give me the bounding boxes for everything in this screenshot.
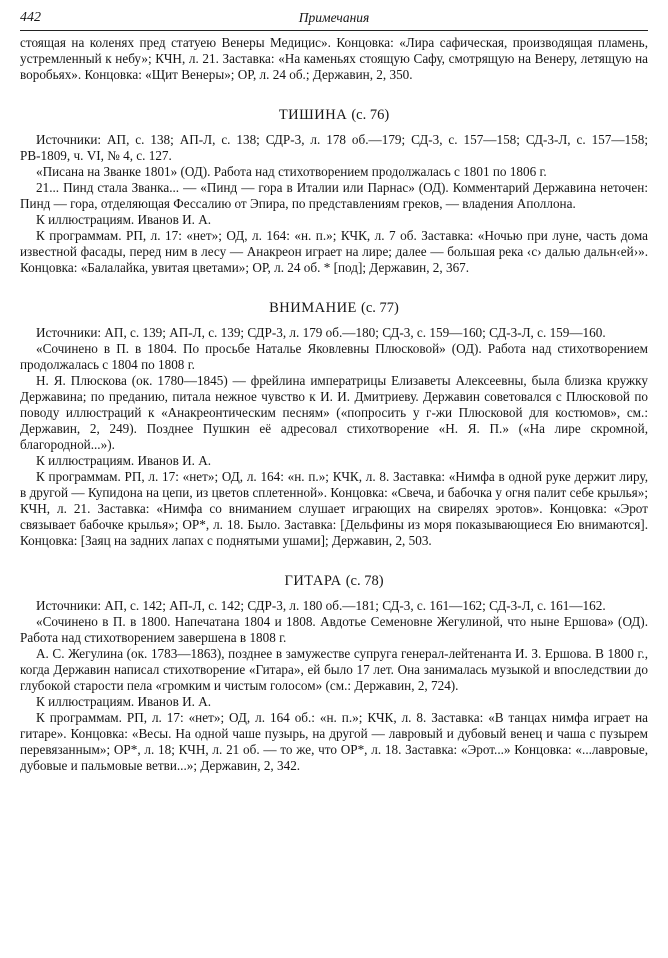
paragraph: Источники: АП, с. 139; АП-Л, с. 139; СДР-3, л. 179 об.—180; СД-3, с. 159—160; СД-3-Л, с. 159—160. [36,325,606,340]
page-header [20,8,648,31]
section-page-ref: (с. 77) [361,300,399,316]
paragraph: Источники: АП, с. 142; АП-Л, с. 142; СДР-3, л. 180 об.—181; СД-3, с. 161—162; СД-3-Л, с. 161—162. [36,598,606,613]
paragraph: К программам. РП, л. 17: «нет»; ОД, л. 164: «н. п.»; КЧК, л. 7 об. Заставка: «Ночью при луне, часть дома известной фасады, перед ним в лесу — Анакреон играет на лире; далее — большая река ‹с› далью дальн‹ей›». Концовка: «Балалайка, увитая цветами»; ОР, л. 24 об. * [под]; Державин, 2, 367. [20,228,648,275]
paragraph: «Сочинено в П. в 1804. По просьбе Наталье Яковлевны Плюсковой» (ОД). Работа над стихотворением продолжалась с 1804 по 1808 г. [20,341,648,372]
section-page-ref: (с. 76) [351,107,390,123]
paragraph: Источники: АП, с. 138; АП-Л, с. 138; СДР-3, л. 178 об.—179; СД-3, с. 157—158; СД-3-Л, с. 157—158; РВ-1809, ч. VI, № 4, с. 127. [20,132,648,163]
paragraph: К иллюстрациям. Иванов И. А. [36,694,212,709]
section-gitara [20,573,648,774]
paragraph: стоящая на коленях пред статуею Венеры Медицис». Концовка: «Лира сафическая, производящая пламень, устремленный к небу»; КЧН, л. 21. Заставка: «На каменьях стоящую Сафу, смотрящую на Венеру, летящую на воробьях». Концовка: «Щит Венеры»; ОР, л. 24 об.; Державин, 2, 350. [20,35,648,82]
paragraph: «Сочинено в П. в 1800. Напечатана 1804 и 1808. Авдотье Семеновне Жегулиной, что ныне Ершова» (ОД). Работа над стихотворением завершена в 1808 г. [20,614,648,645]
section-title [20,573,648,590]
running-title: Примечания [298,10,370,25]
page-number: 442 [20,10,41,25]
section-vnimanie [20,300,648,549]
section-heading: ВНИМАНИЕ [269,300,357,316]
continued-text [20,35,648,83]
section-page-ref: (с. 78) [345,573,384,589]
section-tishina [20,107,648,276]
paragraph: «Писана на Званке 1801» (ОД). Работа над стихотворением продолжалась с 1801 по 1806 г. [36,164,547,179]
section-title [20,107,648,124]
document-page [20,8,648,774]
section-title [20,300,648,317]
paragraph: 21... Пинд стала Званка... — «Пинд — гора в Италии или Парнас» (ОД). Комментарий Державина неточен: Пинд — гора, отделяющая Фессалию от Эпира, по представлениям греков, — владения Аполлона. [20,180,648,211]
paragraph: К иллюстрациям. Иванов И. А. [36,453,212,468]
paragraph: К программам. РП, л. 17: «нет»; ОД, л. 164 об.: «н. п.»; КЧК, л. 8. Заставка: «В танцах нимфа играет на гитаре». Концовка: «Весы. На одной чаше пузырь, на другой — лавровый и дубовый венец и чаша с пузырем перевязанным»; ОР*, л. 18; КЧН, л. 21 об. — то же, что ОР*, л. 18. Заставка: «Эрот...» Концовка: «...лавровые, дубовые и пальмовые ветви...»; Державин, 2, 342. [20,710,648,773]
paragraph: Н. Я. Плюскова (ок. 1780—1845) — фрейлина императрицы Елизаветы Алексеевны, была близка кружку Державина; по преданию, питала нежное чувство к И. И. Дмитриеву. Державин советовался с Плюсковой по поводу иллюстраций к «Анакреонтическим песням» («попросить у г-жи Плюсковой для костюмов», см.: Державин, 2, 249). Позднее Пушкин её адресовал стихотворение «Н. Я. П.» («На лире скромной, благородной...»). [20,373,648,452]
section-heading: ТИШИНА [278,107,348,123]
paragraph: К программам. РП, л. 17: «нет»; ОД, л. 164: «н. п.»; КЧК, л. 8. Заставка: «Нимфа в одной руке держит лиру, в другой — Купидона на цепи, из цветов сплетенной». Концовка: «Свеча, и бабочка у огня палит себе крылья»; КЧН, л. 21. Заставка: «Нимфа со вниманием слушает играющих на свирелях эротов». Концовка: «Эрот связывает бабочке крылья»; ОР*, л. 18. Было. Заставка: [Дельфины из моря показывающиеся Ею внимаются]. Концовка: [Заяц на задних лапах с поднятыми ушами]; Державин, 2, 503. [20,469,648,548]
section-heading: ГИТАРА [284,573,342,589]
paragraph: К иллюстрациям. Иванов И. А. [36,212,212,227]
paragraph: А. С. Жегулина (ок. 1783—1863), позднее в замужестве супруга генерал-лейтенанта И. З. Ершова. В 1800 г., когда Державин написал стихотворение «Гитара», ей было 17 лет. Она занималась музыкой и впоследствии до глубокой старости пела «громким и чистым голосом» (см.: Державин, 2, 724). [20,646,648,693]
